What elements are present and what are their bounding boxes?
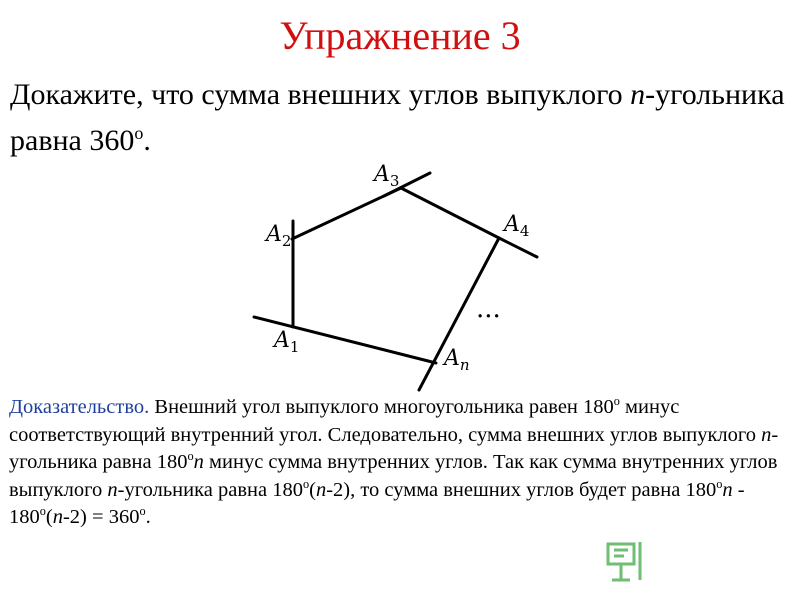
polygon-figure [240,155,560,395]
ellipsis: ... [476,294,501,324]
label-an: $A_n$ [444,346,470,374]
proof-heading: Доказательство. [9,396,150,418]
slide-title: Упражнение 3 [279,13,521,58]
side-a3-a4-main [401,188,499,238]
label-a1: $A_1$ [274,328,300,356]
side-a4-ext [499,238,537,257]
label-a3: $A_3$ [374,162,400,190]
label-a2: $A_2$ [266,222,292,250]
label-a4: $A_4$ [504,212,530,240]
proof-text: Доказательство. Внешний угол выпуклого многоугольника равен 180$^o$ минус соответствующий внутренний угол. Следовательно, сумма внешних углов выпуклого n-угольника равна 180$^o$n минус сумма внутренних углов. Так как сумма внутренних углов выпуклого n-угольника равна 180$^o$(n-2), то сумма внешних углов будет равна $180^on - 180^o(n-2) = 360^o$. [9,394,779,529]
problem-statement: Докажите, что сумма внешних углов выпуклого n-угольника равна 360$^o$. [10,78,785,157]
watermark-logo-icon [604,538,648,584]
